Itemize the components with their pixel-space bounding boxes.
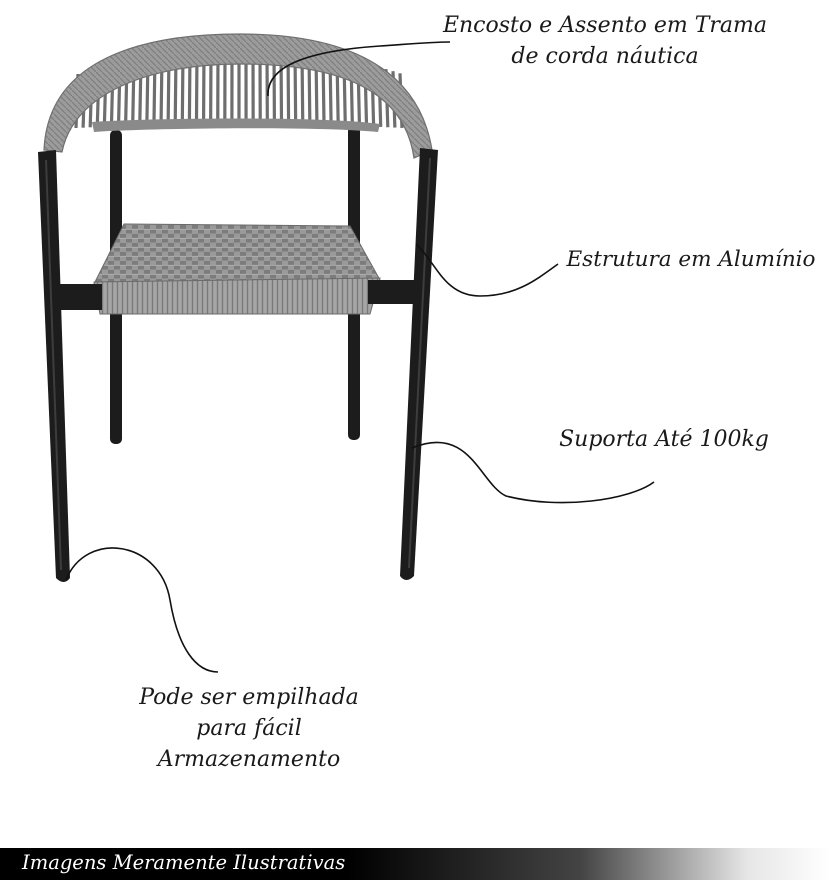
caption-line: Pode ser empilhada [139,685,359,710]
side-rail-right [368,280,416,304]
footer-disclaimer: Imagens Meramente Ilustrativas [22,851,346,874]
caption-line: Armazenamento [157,747,341,772]
caption-stackable [110,682,388,775]
leader-line-frame [416,244,558,296]
caption-weight-support [540,424,788,455]
seat-front-band [94,278,380,314]
chair [38,34,438,582]
caption-line: Estrutura em Alumínio [566,247,816,272]
side-rail-left [56,284,102,310]
seat-surface [94,224,380,284]
caption-line: para fácil [196,716,302,741]
caption-line: de corda náutica [511,44,699,69]
leader-line-stackable [66,548,218,672]
caption-line: Suporta Até 100kg [559,427,769,452]
caption-aluminum-frame [556,244,826,275]
caption-backrest-weave [432,10,778,72]
caption-line: Encosto e Assento em Trama [442,13,768,38]
